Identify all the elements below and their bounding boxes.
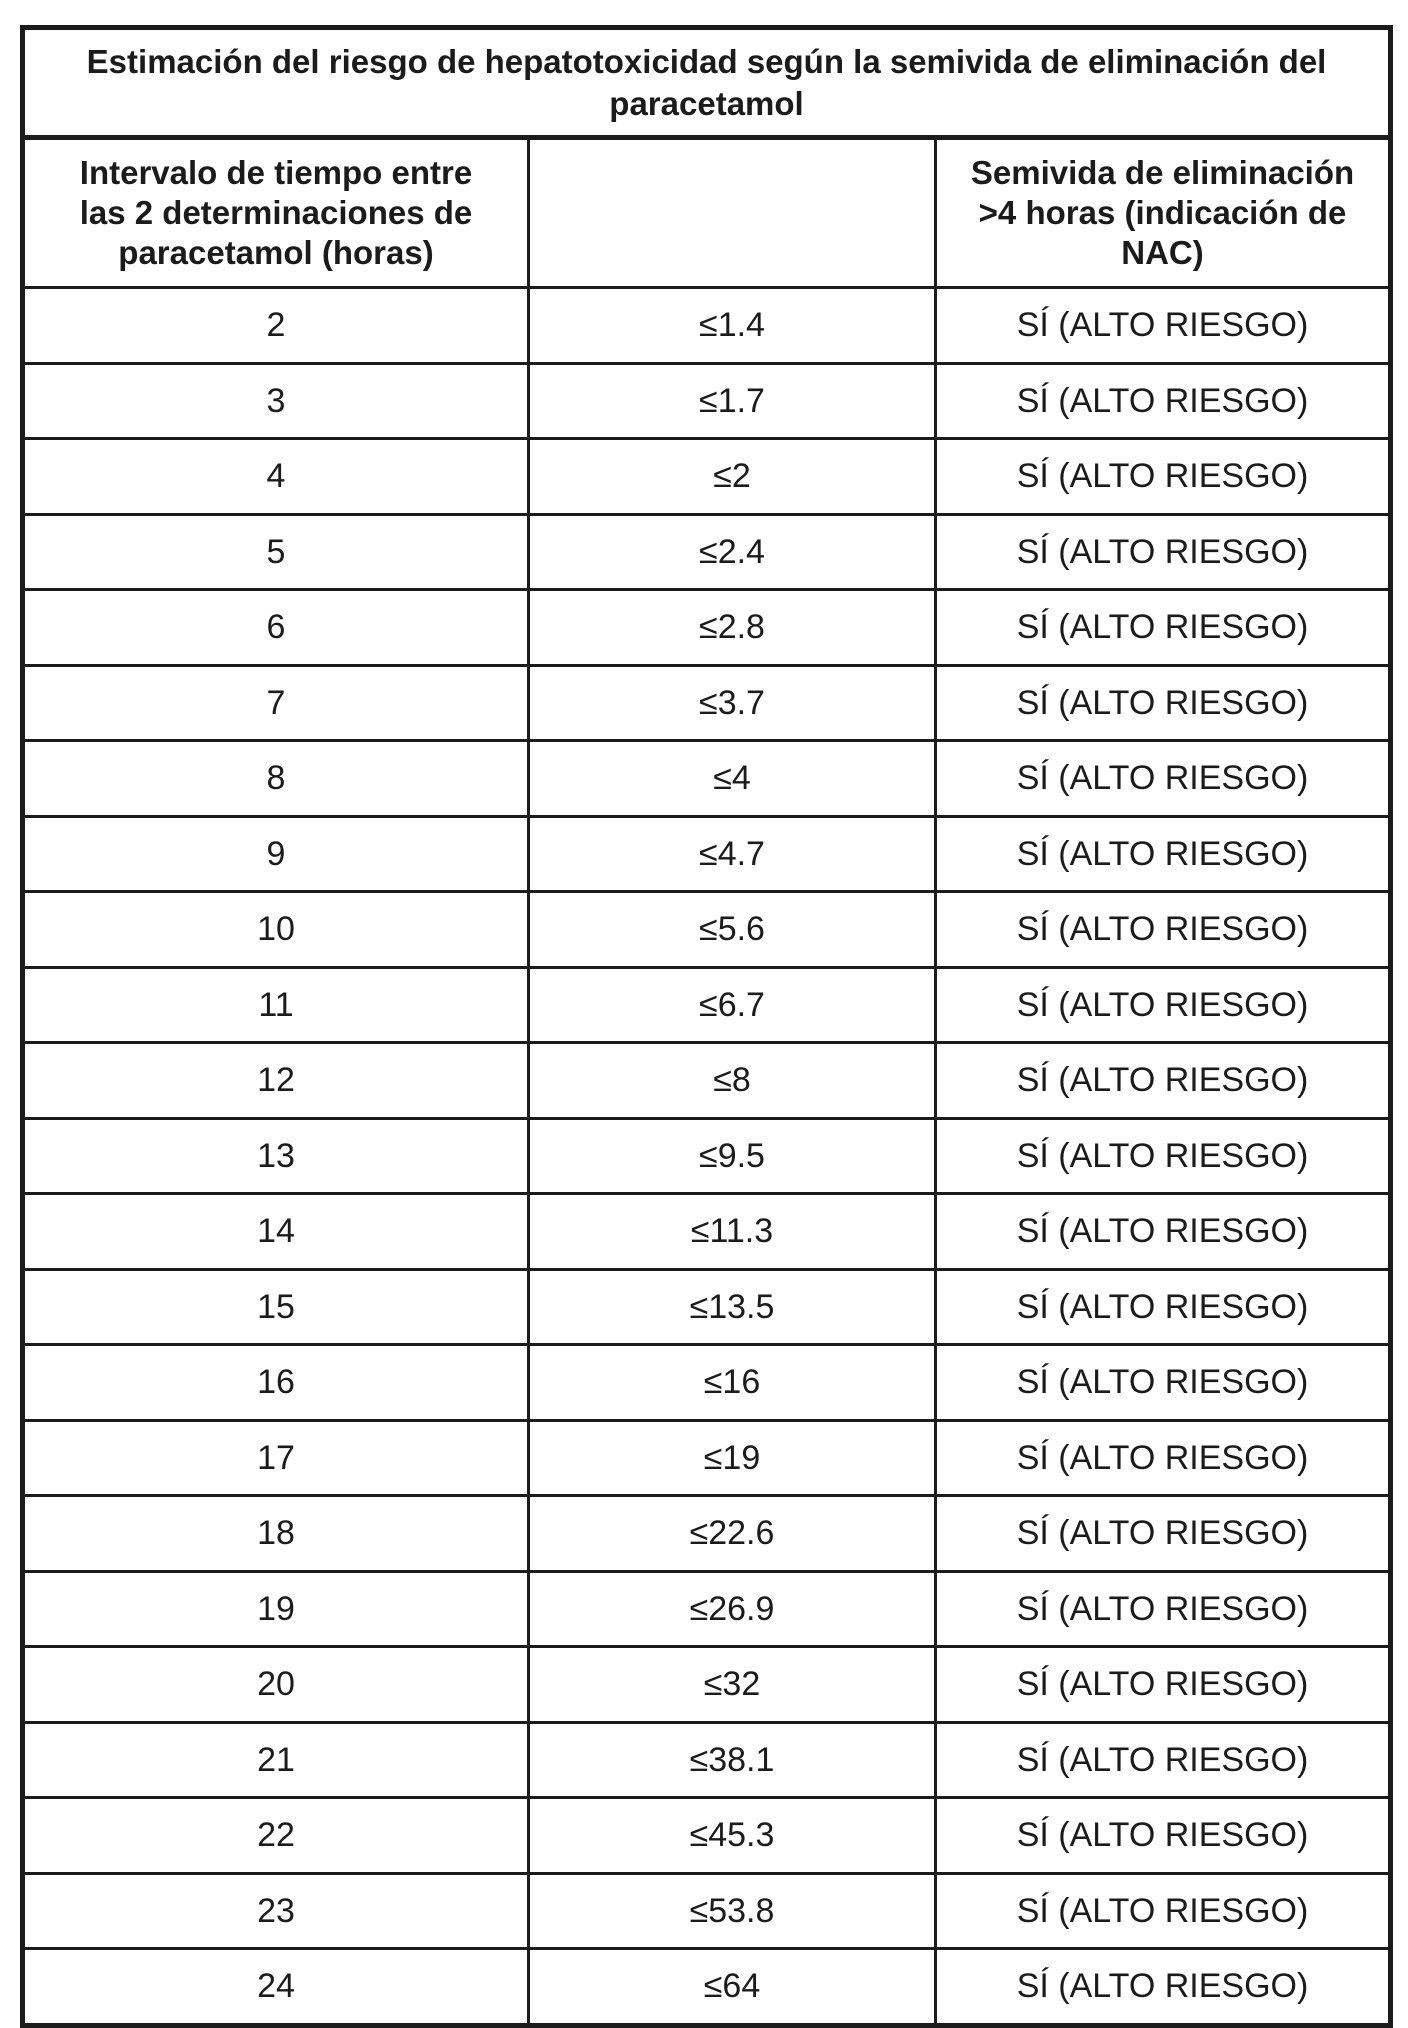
cell-interval: 17: [23, 1420, 529, 1496]
table-row: [23, 288, 1391, 364]
table-row: [23, 741, 1391, 817]
cell-interval: 21: [23, 1722, 529, 1798]
cell-halflife: ≤13.5: [529, 1269, 936, 1345]
cell-halflife: ≤3.7: [529, 665, 936, 741]
cell-interval: 7: [23, 665, 529, 741]
cell-interval: 20: [23, 1647, 529, 1723]
table-row: [23, 892, 1391, 968]
cell-risk: SÍ (ALTO RIESGO): [936, 967, 1391, 1043]
cell-risk: SÍ (ALTO RIESGO): [936, 1571, 1391, 1647]
table-row: [23, 1496, 1391, 1572]
table-row: [23, 665, 1391, 741]
cell-risk: SÍ (ALTO RIESGO): [936, 892, 1391, 968]
cell-interval: 22: [23, 1798, 529, 1874]
cell-halflife: ≤2.8: [529, 590, 936, 666]
cell-interval: 2: [23, 288, 529, 364]
table-row: [23, 1420, 1391, 1496]
cell-risk: SÍ (ALTO RIESGO): [936, 1949, 1391, 2026]
cell-halflife: ≤5.6: [529, 892, 936, 968]
cell-interval: 5: [23, 514, 529, 590]
cell-risk: SÍ (ALTO RIESGO): [936, 741, 1391, 817]
cell-halflife: ≤6.7: [529, 967, 936, 1043]
cell-interval: 23: [23, 1873, 529, 1949]
cell-risk: SÍ (ALTO RIESGO): [936, 1043, 1391, 1119]
table-row: [23, 1722, 1391, 1798]
cell-interval: 16: [23, 1345, 529, 1421]
table-row: [23, 1798, 1391, 1874]
cell-interval: 3: [23, 363, 529, 439]
table-row: [23, 967, 1391, 1043]
cell-interval: 24: [23, 1949, 529, 2026]
table-title: Estimación del riesgo de hepatotoxicidad según la semivida de eliminación del paracetamol: [23, 28, 1391, 138]
table-row: [23, 363, 1391, 439]
table-row: [23, 514, 1391, 590]
table-row: [23, 816, 1391, 892]
cell-interval: 18: [23, 1496, 529, 1572]
cell-halflife: ≤4: [529, 741, 936, 817]
header-nac: Semivida de eliminación >4 horas (indicación de NAC): [936, 138, 1391, 288]
table-row: [23, 1873, 1391, 1949]
cell-halflife: ≤9.5: [529, 1118, 936, 1194]
table-row: [23, 1571, 1391, 1647]
cell-halflife: ≤38.1: [529, 1722, 936, 1798]
cell-halflife: ≤53.8: [529, 1873, 936, 1949]
table-row: [23, 1345, 1391, 1421]
cell-halflife: ≤22.6: [529, 1496, 936, 1572]
cell-halflife: ≤8: [529, 1043, 936, 1119]
cell-interval: 12: [23, 1043, 529, 1119]
hepatotoxicity-risk-table: [20, 25, 1393, 2028]
cell-risk: SÍ (ALTO RIESGO): [936, 665, 1391, 741]
table-row: [23, 1647, 1391, 1723]
cell-risk: SÍ (ALTO RIESGO): [936, 1420, 1391, 1496]
table-row: [23, 1269, 1391, 1345]
cell-halflife: ≤32: [529, 1647, 936, 1723]
cell-risk: SÍ (ALTO RIESGO): [936, 1798, 1391, 1874]
cell-interval: 8: [23, 741, 529, 817]
cell-interval: 11: [23, 967, 529, 1043]
cell-risk: SÍ (ALTO RIESGO): [936, 1722, 1391, 1798]
cell-risk: SÍ (ALTO RIESGO): [936, 288, 1391, 364]
cell-halflife: ≤45.3: [529, 1798, 936, 1874]
cell-risk: SÍ (ALTO RIESGO): [936, 1873, 1391, 1949]
cell-interval: 9: [23, 816, 529, 892]
cell-interval: 14: [23, 1194, 529, 1270]
table-row: [23, 590, 1391, 666]
cell-risk: SÍ (ALTO RIESGO): [936, 514, 1391, 590]
cell-halflife: ≤11.3: [529, 1194, 936, 1270]
cell-halflife: ≤26.9: [529, 1571, 936, 1647]
cell-risk: SÍ (ALTO RIESGO): [936, 1118, 1391, 1194]
cell-risk: SÍ (ALTO RIESGO): [936, 1647, 1391, 1723]
header-row: [23, 138, 1391, 288]
cell-interval: 13: [23, 1118, 529, 1194]
cell-halflife: ≤1.4: [529, 288, 936, 364]
cell-interval: 15: [23, 1269, 529, 1345]
cell-risk: SÍ (ALTO RIESGO): [936, 816, 1391, 892]
header-halflife-empty: [529, 138, 936, 288]
table-row: [23, 1949, 1391, 2026]
cell-halflife: ≤19: [529, 1420, 936, 1496]
header-interval: Intervalo de tiempo entre las 2 determinaciones de paracetamol (horas): [23, 138, 529, 288]
cell-risk: SÍ (ALTO RIESGO): [936, 1345, 1391, 1421]
cell-interval: 4: [23, 439, 529, 515]
cell-halflife: ≤4.7: [529, 816, 936, 892]
cell-risk: SÍ (ALTO RIESGO): [936, 439, 1391, 515]
title-row: [23, 28, 1391, 138]
cell-risk: SÍ (ALTO RIESGO): [936, 590, 1391, 666]
cell-risk: SÍ (ALTO RIESGO): [936, 1194, 1391, 1270]
cell-interval: 6: [23, 590, 529, 666]
cell-interval: 10: [23, 892, 529, 968]
cell-halflife: ≤2: [529, 439, 936, 515]
table-row: [23, 1194, 1391, 1270]
table-row: [23, 439, 1391, 515]
cell-interval: 19: [23, 1571, 529, 1647]
cell-risk: SÍ (ALTO RIESGO): [936, 1496, 1391, 1572]
table-row: [23, 1118, 1391, 1194]
cell-halflife: ≤1.7: [529, 363, 936, 439]
cell-halflife: ≤64: [529, 1949, 936, 2026]
cell-risk: SÍ (ALTO RIESGO): [936, 1269, 1391, 1345]
cell-halflife: ≤16: [529, 1345, 936, 1421]
table-row: [23, 1043, 1391, 1119]
cell-risk: SÍ (ALTO RIESGO): [936, 363, 1391, 439]
cell-halflife: ≤2.4: [529, 514, 936, 590]
